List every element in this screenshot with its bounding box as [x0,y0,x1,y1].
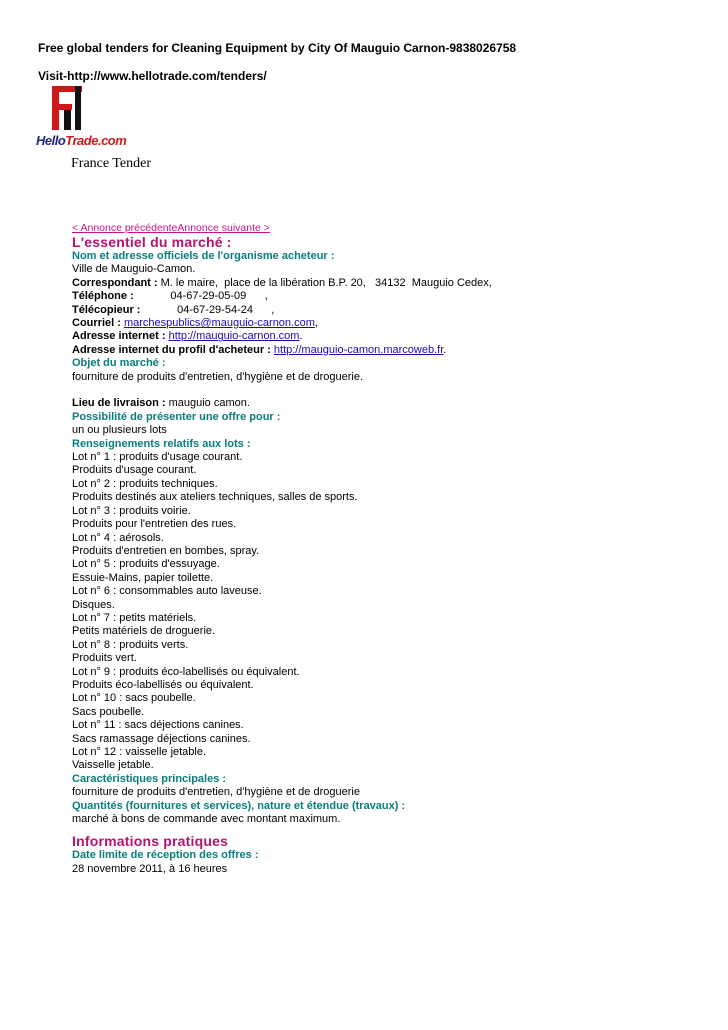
caracteristiques-value: fourniture de produits d'entretien, d'hygiène et de droguerie [72,786,360,799]
lot-line: Sacs ramassage déjections canines. [72,732,251,745]
lot-line: Lot n° 2 : produits techniques. [72,477,218,490]
quantites-value: marché à bons de commande avec montant maximum. [72,813,341,826]
lot-line: Produits destinés aux ateliers techniques, salles de sports. [72,491,358,504]
lot-line: Produits d'entretien en bombes, spray. [72,544,260,557]
lot-line: Essuie-Mains, papier toilette. [72,571,214,584]
lot-line: Lot n° 3 : produits voirie. [72,504,191,517]
caracteristiques-heading: Caractéristiques principales : [72,772,227,785]
lot-line: Produits pour l'entretien des rues. [72,518,237,531]
possibilite-value: un ou plusieurs lots [72,424,167,437]
quantites-heading: Quantités (fournitures et services), nature et étendue (travaux) : [72,799,406,812]
lot-line: Lot n° 5 : produits d'essuyage. [72,558,220,571]
livraison-line: Lieu de livraison : mauguio camon. [72,397,250,410]
lot-line: Lot n° 9 : produits éco-labellisés ou équivalent. [72,665,300,678]
ht-logo-icon [52,86,88,130]
date-limite-heading: Date limite de réception des offres : [72,849,259,862]
courriel-line: Courriel : marchespublics@mauguio-carnon.com, [72,317,318,330]
document-title: Free global tenders for Cleaning Equipment by City Of Mauguio Carnon-9838026758 [38,41,517,55]
courriel-link[interactable]: marchespublics@mauguio-carnon.com [123,317,315,330]
adresse-internet-line: Adresse internet : http://mauguio-carnon.com. [72,330,303,343]
objet-value: fourniture de produits d'entretien, d'hygiène et de droguerie. [72,370,364,383]
lot-line: Lot n° 6 : consommables auto laveuse. [72,585,262,598]
annonce-nav-link[interactable]: < Annonce précédenteAnnonce suivante > [72,222,270,234]
telecopieur-line: Télécopieur : 04-67-29-54-24 , [72,303,275,316]
france-tender-label: France Tender [71,156,152,171]
adresse-internet-link[interactable]: http://mauguio-carnon.com [168,330,300,343]
tender-content [72,222,712,876]
lot-line: Sacs poubelle. [72,705,145,718]
profil-acheteur-link[interactable]: http://mauguio-camon.marcoweb.fr [273,343,444,356]
profil-acheteur-line: Adresse internet du profil d'acheteur : http://mauguio-camon.marcoweb.fr. [72,343,447,356]
lot-line: Produits éco-labellisés ou équivalent. [72,678,254,691]
lot-line: Lot n° 10 : sacs poubelle. [72,692,196,705]
lot-line: Disques. [72,598,115,611]
informations-pratiques-heading: Informations pratiques [72,833,229,850]
lot-line: Lot n° 12 : vaisselle jetable. [72,746,207,759]
lot-line: Produits vert. [72,652,137,665]
lot-line: Vaisselle jetable. [72,759,154,772]
lot-line: Lot n° 7 : petits matériels. [72,611,197,624]
visit-link-text: Visit-http://www.hellotrade.com/tenders/ [38,69,267,83]
lots-list [72,451,712,773]
logo-wordmark: HelloTrade.com [36,133,127,148]
lot-line: Lot n° 1 : produits d'usage courant. [72,451,243,464]
lot-line: Lot n° 8 : produits verts. [72,638,189,651]
lots-heading: Renseignements relatifs aux lots : [72,437,251,450]
lot-line: Petits matériels de droguerie. [72,625,216,638]
hellotrade-logo [36,86,127,156]
objet-heading: Objet du marché : [72,357,166,370]
date-limite-value: 28 novembre 2011, à 16 heures [72,862,228,875]
telephone-line: Téléphone : 04-67-29-05-09 , [72,290,268,303]
essentiel-heading: L'essentiel du marché : [72,234,232,250]
lot-line: Lot n° 11 : sacs déjections canines. [72,719,244,732]
correspondant-line: Correspondant : M. le maire, place de la libération B.P. 20, 34132 Mauguio Cedex, [72,276,492,289]
lot-line: Produits d'usage courant. [72,464,197,477]
possibilite-heading: Possibilité de présenter une offre pour : [72,410,281,423]
lot-line: Lot n° 4 : aérosols. [72,531,164,544]
buyer-name: Ville de Mauguio-Camon. [72,263,196,276]
buyer-heading: Nom et adresse officiels de l'organisme acheteur : [72,250,335,262]
